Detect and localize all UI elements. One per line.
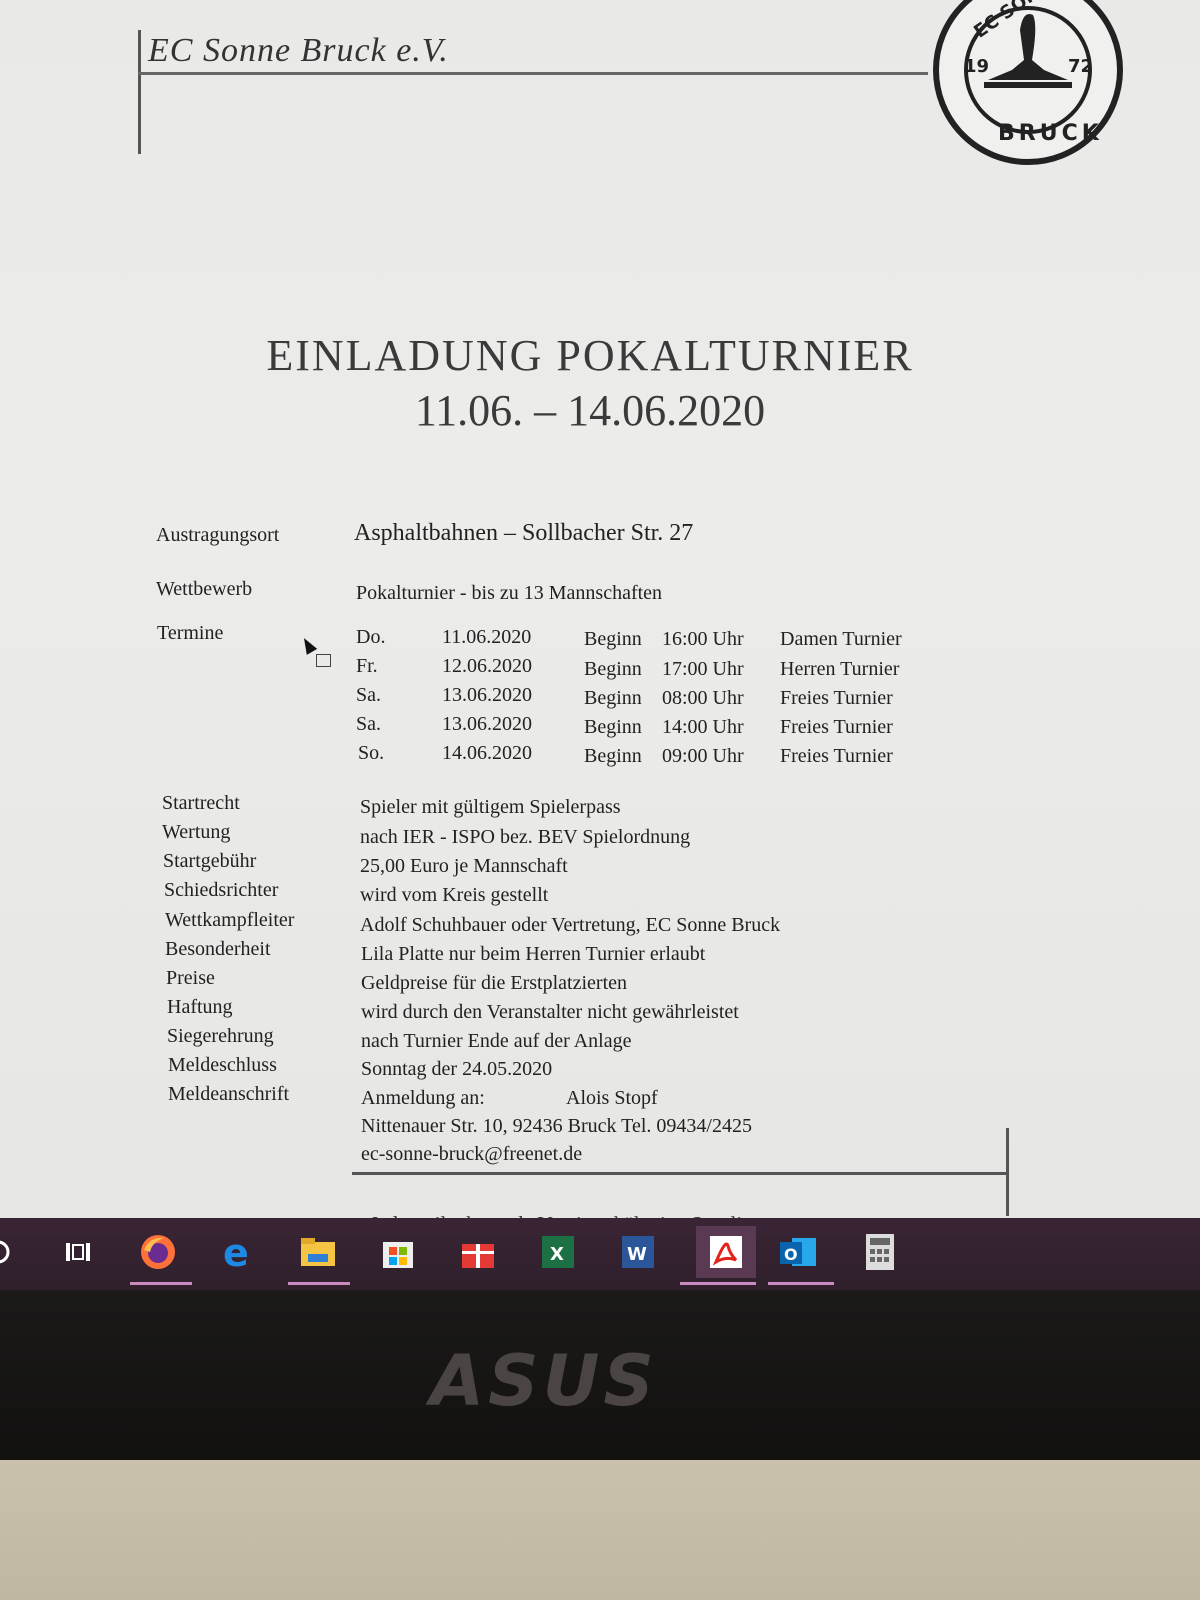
svg-text:O: O: [784, 1245, 798, 1264]
taskbar: [0, 1218, 1200, 1290]
document-screen: EC Sonne Bruck e.V. 19 72 BRUCK EINLADUNG POKALTURNIER 11.06. – 14.06.2020 Austragungsort Asphaltbahnen – Sollbacher Str. 27 Wettbewerb Pokalturnier - bis zu 13 Mannschaften Termine Do. 11.06.2020 Beginn 16:00 Uhr Damen Turnier Fr. 12.06.2020 Beginn 17:00 Uhr Herren Turnier Sa. 13.06.2020 Beginn 08:00 Uhr Freies Turnier Sa. 13.06.2020 Beginn 14:00 Uhr Freies Turnier So. 14.06.2020 Beginn 09:00 Uhr Freies Turnier Startrecht Spieler mit gültigem Spielerpass Wertung nach IER - ISPO bez. BEV Spielordnung Startgebühr 25,00 Euro je Mannschaft Schiedsrichter wird vom Kreis gestellt Wettkampfleiter Adolf Schuhbauer oder Vertretung, EC Sonne Bruck Besonderheit Lila Platte nur beim Herren Turnier erlaubt Preise Geldpreise für die Erstplatzierten Haftung wird durch den Veranstalter nicht gewährleistet Siegerehrung nach Turnier Ende auf der Anlage Meldeschluss Sonntag der 24.05.2020 Meldeanschrift Anmeldung an: Alois Stopf Nittenauer Str. 10, 92436 Bruck Tel. 09434/2425 ec-sonne-bruck@freenet.de: [0, 0, 1200, 1222]
page-title: EINLADUNG POKALTURNIER: [266, 331, 914, 380]
gift-icon[interactable]: [456, 1230, 500, 1274]
address-name: Alois Stopf: [566, 1087, 658, 1109]
outlook-active-indicator: [768, 1282, 834, 1285]
detail-label: Siegerehrung: [167, 1025, 274, 1047]
word-icon[interactable]: [616, 1230, 660, 1274]
detail-label: Wettkampfleiter: [165, 909, 295, 931]
svg-text:X: X: [550, 1244, 564, 1265]
detail-label: Haftung: [167, 996, 233, 1018]
header-vertical-line: [138, 30, 141, 154]
edge-icon[interactable]: [216, 1230, 260, 1274]
address-email: ec-sonne-bruck@freenet.de: [361, 1143, 583, 1165]
store-icon[interactable]: [376, 1230, 420, 1274]
value-austragungsort: Asphaltbahnen – Sollbacher Str. 27: [354, 520, 694, 546]
acrobat-active-indicator: [680, 1282, 756, 1285]
value-wettbewerb: Pokalturnier - bis zu 13 Mannschaften: [356, 582, 663, 604]
firefox-icon[interactable]: [136, 1230, 180, 1274]
detail-value: Lila Platte nur beim Herren Turnier erlaubt: [361, 943, 706, 965]
desk-surface: [0, 1460, 1200, 1600]
page-date-range: 11.06. – 14.06.2020: [414, 386, 766, 435]
detail-label: Meldeanschrift: [168, 1083, 290, 1105]
detail-value: Geldpreise für die Erstplatzierten: [361, 972, 627, 994]
svg-text:72: 72: [1068, 56, 1094, 77]
detail-label: Meldeschluss: [168, 1054, 277, 1076]
club-logo: [928, 0, 1128, 170]
excel-icon[interactable]: [536, 1230, 580, 1274]
detail-value: Sonntag der 24.05.2020: [361, 1058, 553, 1080]
signature-line: [352, 1172, 1008, 1175]
outlook-icon[interactable]: [776, 1230, 820, 1274]
signature-vertical-line: [1006, 1128, 1009, 1216]
detail-label: Schiedsrichter: [164, 879, 279, 901]
address-street: Nittenauer Str. 10, 92436 Bruck Tel. 09434/2425: [361, 1115, 752, 1137]
detail-label: Startgebühr: [163, 850, 257, 872]
cursor-box-icon: [316, 654, 331, 667]
detail-label: Startrecht: [162, 792, 240, 814]
svg-text:W: W: [627, 1244, 647, 1265]
detail-value: Adolf Schuhbauer oder Vertretung, EC Sonne Bruck: [360, 914, 781, 936]
explorer-active-indicator: [288, 1282, 350, 1285]
detail-value: wird durch den Veranstalter nicht gewährleistet: [361, 1001, 739, 1023]
file-explorer-icon[interactable]: [296, 1230, 340, 1274]
detail-value: Anmeldung an:: [361, 1087, 485, 1109]
label-austragungsort: Austragungsort: [156, 524, 280, 546]
bezel-brand: ASUS: [430, 1340, 658, 1422]
svg-text:e: e: [223, 1231, 249, 1275]
header-horizontal-line: [138, 72, 928, 75]
detail-value: 25,00 Euro je Mannschaft: [360, 855, 568, 877]
calculator-icon[interactable]: [858, 1230, 902, 1274]
svg-text:BRUCK: BRUCK: [998, 121, 1103, 146]
detail-label: Besonderheit: [165, 938, 271, 960]
detail-value: Spieler mit gültigem Spielerpass: [360, 796, 621, 818]
search-icon[interactable]: [0, 1230, 20, 1274]
club-name: EC Sonne Bruck e.V.: [148, 32, 449, 69]
detail-label: Preise: [166, 967, 215, 989]
label-wettbewerb: Wettbewerb: [156, 578, 253, 600]
svg-text:19: 19: [964, 56, 990, 77]
firefox-active-indicator: [130, 1282, 192, 1285]
mouse-pointer-icon: [299, 635, 317, 655]
detail-value: nach Turnier Ende auf der Anlage: [361, 1030, 632, 1052]
detail-value: nach IER - ISPO bez. BEV Spielordnung: [360, 826, 691, 848]
task-view-icon[interactable]: [56, 1230, 100, 1274]
detail-value: wird vom Kreis gestellt: [360, 884, 549, 906]
label-termine: Termine: [157, 622, 224, 644]
detail-label: Wertung: [162, 821, 231, 843]
acrobat-icon[interactable]: [696, 1226, 756, 1278]
